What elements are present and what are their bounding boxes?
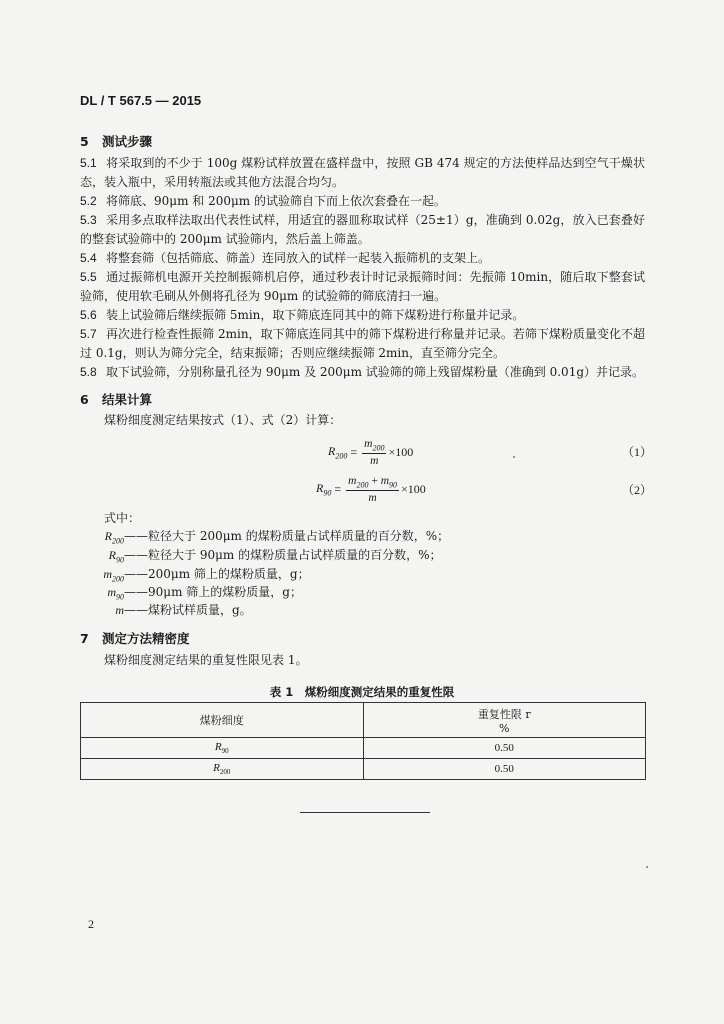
section-5-heading — [80, 132, 152, 150]
step-number: 5.5 — [80, 270, 97, 284]
formula-lhs: $R_{90}$ — [316, 481, 332, 498]
column-header: 煤粉细度 — [81, 703, 364, 738]
where-label: 式中： — [104, 511, 141, 525]
step-5-6 — [80, 306, 645, 325]
variable-definition: $R_{200}$ —— 粒径大于 200μm 的煤粉质量占试样质量的百分数，%； — [104, 529, 450, 546]
table-cell: $R_{90}$ — [81, 738, 364, 759]
section-title: 测试步骤 — [102, 134, 153, 149]
standard-code: DL / T 567.5 — 2015 — [80, 93, 202, 108]
section-6-heading — [80, 390, 152, 408]
table-header-row — [81, 703, 646, 738]
table-cell: 0.50 — [363, 759, 646, 780]
step-number: 5.3 — [80, 213, 97, 227]
scan-speck — [513, 456, 515, 458]
step-number: 5.8 — [80, 365, 97, 379]
step-5-2 — [80, 192, 645, 211]
section-number: 5 — [80, 134, 89, 149]
step-5-5 — [80, 268, 645, 306]
section-title: 结果计算 — [102, 392, 153, 407]
step-text: 装上试验筛后继续振筛 5min，取下筛底连同其中的筛下煤粉进行称量并记录。 — [106, 308, 525, 322]
precision-text: 煤粉细度测定结果的重复性限见表 1。 — [104, 653, 308, 667]
formula-lhs: $R_{200}$ — [328, 444, 348, 461]
section-title: 测定方法精密度 — [102, 631, 190, 646]
table-cell: $R_{200}$ — [81, 759, 364, 780]
step-5-8 — [80, 363, 645, 382]
step-text: 通过振筛机电源开关控制振筛机启停，通过秒表计时记录振筛时间：先振筛 10min，随后取下整套试验筛，使用软毛刷从外侧将孔径为 90μm 的试验筛的筛底清扫一遍。 — [80, 270, 645, 303]
step-5-3 — [80, 211, 645, 249]
section-7-heading — [80, 629, 190, 647]
step-5-1 — [80, 154, 645, 192]
formula-2: $R_{90}$ = $\frac{m_{200} + m_{90}}{m}$ ×100 — [316, 475, 426, 505]
formula-fraction: $\frac{m_{200}}{m}$ — [364, 438, 385, 468]
column-header: 重复性限 r % — [363, 703, 646, 738]
repeatability-table — [80, 702, 646, 780]
end-divider — [300, 812, 430, 813]
variable-definition: $R_{90}$ —— 粒径大于 90μm 的煤粉质量占试样质量的百分数，%； — [108, 548, 442, 565]
step-number: 5.7 — [80, 327, 97, 341]
step-number: 5.4 — [80, 251, 97, 265]
variable-definition: m —— 煤粉试样质量，g。 — [115, 603, 252, 617]
scan-speck — [646, 866, 648, 868]
step-5-4 — [80, 249, 645, 268]
step-5-7 — [80, 325, 645, 363]
table-title: 表 1 煤粉细度测定结果的重复性限 — [269, 685, 455, 699]
step-text: 将整套筛（包括筛底、筛盖）连同放入的试样一起装入振筛机的支架上。 — [106, 251, 491, 265]
step-text: 再次进行检查性振筛 2min，取下筛底连同其中的筛下煤粉进行称量并记录。若筛下煤粉质量变化不超过 0.1g，则认为筛分完全，结束振筛；否则应继续振筛 2min，直至筛分完全。 — [80, 327, 645, 360]
table-row — [81, 738, 646, 759]
equation-number-1: （1） — [622, 445, 653, 459]
formula-fraction: $\frac{m_{200} + m_{90}}{m}$ — [348, 475, 397, 505]
calc-intro: 煤粉细度测定结果按式（1）、式（2）计算： — [104, 413, 342, 427]
variable-definition: $m_{200}$ —— 200μm 筛上的煤粉质量，g； — [103, 567, 310, 584]
step-text: 采用多点取样法取出代表性试样，用适宜的器皿称取试样（25±1）g，准确到 0.02g，放入已套叠好的整套试验筛中的 200μm 试验筛内，然后盖上筛盖。 — [80, 213, 645, 246]
equation-number-2: （2） — [622, 483, 653, 497]
table-row — [81, 759, 646, 780]
step-number: 5.6 — [80, 308, 97, 322]
section-number: 6 — [80, 392, 89, 407]
variable-definition: $m_{90}$ —— 90μm 筛上的煤粉质量，g； — [107, 585, 302, 602]
step-text: 将采取到的不少于 100g 煤粉试样放置在盛样盘中，按照 GB 474 规定的方法使样品达到空气干燥状态，装入瓶中，采用转瓶法或其他方法混合均匀。 — [80, 156, 645, 189]
table-cell: 0.50 — [363, 738, 646, 759]
section-number: 7 — [80, 631, 89, 646]
step-number: 5.1 — [80, 156, 97, 170]
step-text: 取下试验筛，分别称量孔径为 90μm 及 200μm 试验筛的筛上残留煤粉量（准确到 0.01g）并记录。 — [106, 365, 645, 379]
step-text: 将筛底、90μm 和 200μm 的试验筛自下而上依次套叠在一起。 — [106, 194, 446, 208]
page-number: 2 — [88, 917, 94, 931]
step-number: 5.2 — [80, 194, 97, 208]
formula-1: $R_{200}$ = $\frac{m_{200}}{m}$ ×100 — [328, 438, 414, 468]
